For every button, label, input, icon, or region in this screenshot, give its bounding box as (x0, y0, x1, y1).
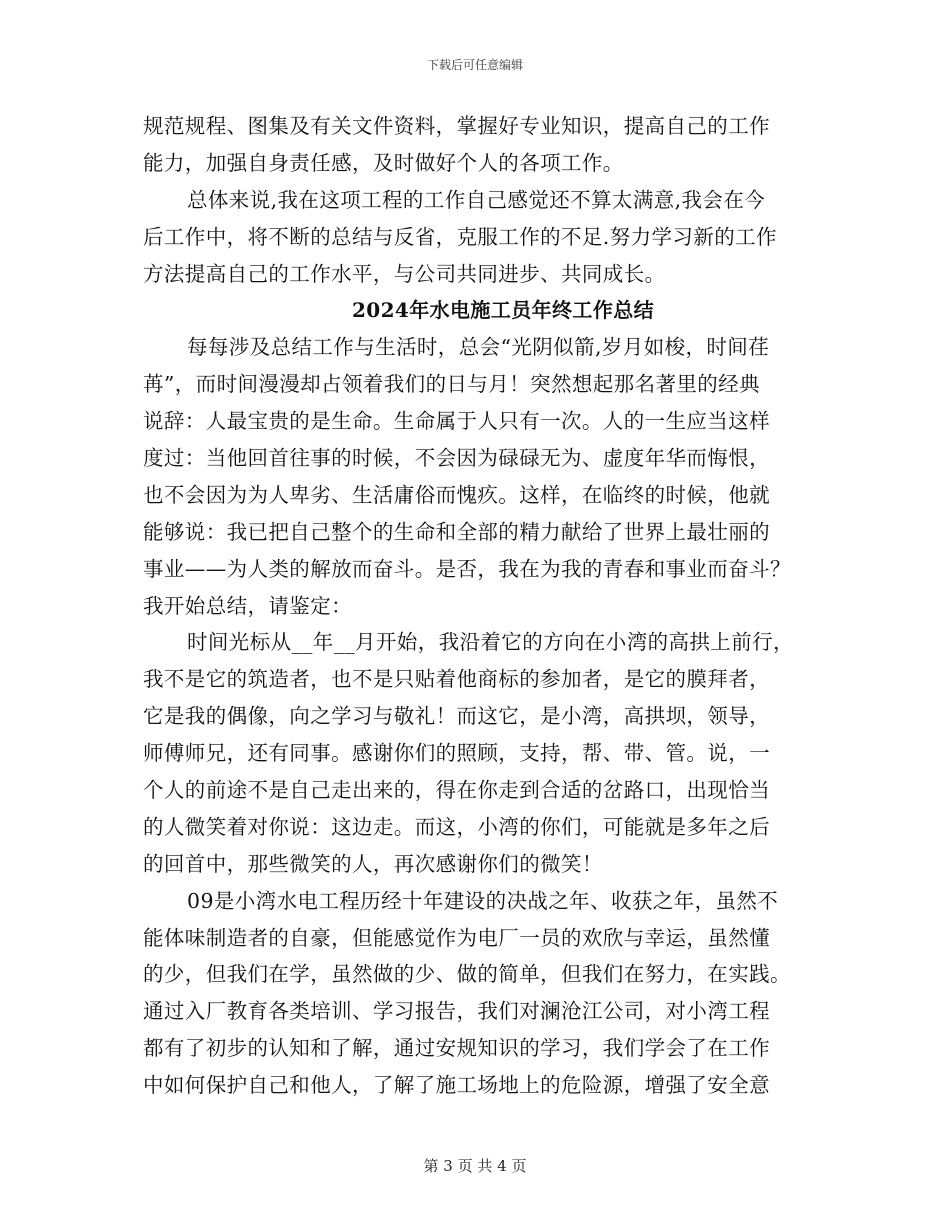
paragraph-line: 说辞：人最宝贵的是生命。生命属于人只有一次。人的一生应当这样 (143, 409, 770, 434)
section-title: 2024年水电施工员年终工作总结 (351, 298, 655, 323)
paragraph-line: 09是小湾水电工程历经十年建设的决战之年、收获之年，虽然不 (187, 888, 779, 913)
paragraph-line: 师傅师兄，还有同事。感谢你们的照顾，支持，帮、带、管。说，一 (143, 741, 770, 766)
paragraph-line: 能体味制造者的自豪，但能感觉作为电厂一员的欢欣与幸运，虽然懂 (143, 925, 770, 950)
paragraph-line: 我不是它的筑造者，也不是只贴着他商标的参加者，是它的膜拜者， (143, 667, 770, 692)
paragraph-line: 时间光标从__年__月开始，我沿着它的方向在小湾的高拱上前行， (187, 630, 794, 655)
paragraph-line: 也不会因为为人卑劣、生活庸俗而愧疚。这样，在临终的时候，他就 (143, 482, 770, 507)
paragraph-line: 它是我的偶像，向之学习与敬礼！而这它，是小湾，高拱坝，领导， (143, 704, 770, 729)
paragraph-line: 方法提高自己的工作水平，与公司共同进步、共同成长。 (143, 261, 666, 286)
page-header: 下载后可任意编辑 (426, 58, 523, 72)
paragraph-line: 每每涉及总结工作与生活时，总会“光阴似箭,岁月如梭，时间荏 (187, 335, 770, 360)
paragraph-line: 都有了初步的认知和了解，通过安规知识的学习，我们学会了在工作 (143, 1036, 770, 1061)
page-number: 第 3 页 共 4 页 (423, 1157, 527, 1175)
paragraph-line: 中如何保护自己和他人，了解了施工场地上的危险源，增强了安全意 (143, 1073, 770, 1098)
paragraph-line: 度过：当他回首往事的时候，不会因为碌碌无为、虚度年华而悔恨， (143, 446, 770, 471)
paragraph-line: 事业——为人类的解放而奋斗。是否，我在为我的青春和事业而奋斗？ (143, 556, 791, 581)
paragraph-line: 后工作中，将不断的总结与反省，克服工作的不足.努力学习新的工作 (143, 224, 777, 249)
paragraph-line: 的回首中，那些微笑的人，再次感谢你们的微笑！ (143, 851, 603, 876)
paragraph-line: 能力，加强自身责任感，及时做好个人的各项工作。 (143, 150, 624, 175)
paragraph-line: 通过入厂教育各类培训、学习报告，我们对澜沧江公司，对小湾工程 (143, 999, 770, 1024)
paragraph-line: 规范规程、图集及有关文件资料，掌握好专业知识，提高自己的工作 (143, 114, 770, 138)
paragraph-line: 的人微笑着对你说：这边走。而这，小湾的你们，可能就是多年之后 (143, 814, 770, 839)
paragraph-line: 的少，但我们在学，虽然做的少、做的简单，但我们在努力，在实践。 (143, 962, 791, 987)
document-body (143, 108, 813, 1104)
paragraph-line: 总体来说,我在这项工程的工作自己感觉还不算太满意,我会在今 (187, 187, 766, 212)
paragraph-line: 我开始总结，请鉴定： (143, 593, 352, 618)
paragraph-line: 能够说：我已把自己整个的生命和全部的精力献给了世界上最壮丽的 (143, 519, 770, 544)
paragraph-line: 个人的前途不是自己走出来的，得在你走到合适的岔路口，出现恰当 (143, 778, 770, 803)
paragraph-line: 苒”，而时间漫漫却占领着我们的日与月！突然想起那名著里的经典 (143, 372, 760, 397)
